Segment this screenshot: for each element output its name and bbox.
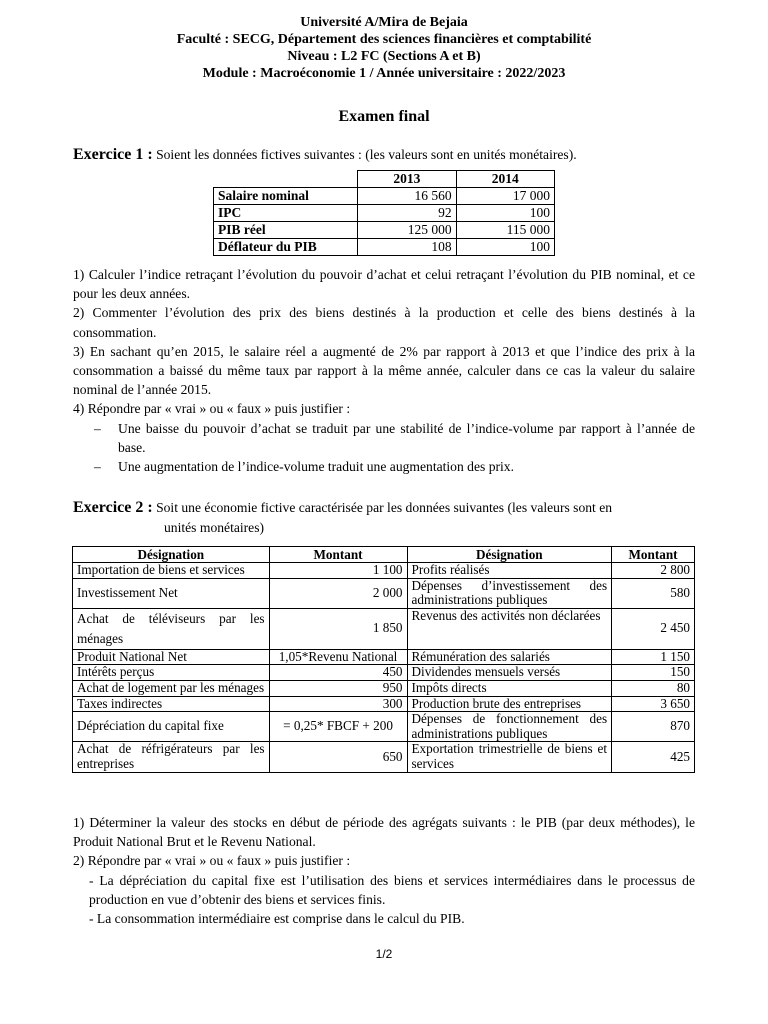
exercise2-intro	[73, 498, 697, 538]
designation-cell: Investissement Net	[73, 578, 270, 608]
faculty-name: Faculté : SECG, Département des sciences financières et comptabilité	[176, 32, 592, 47]
table-row	[73, 563, 695, 579]
amount-cell: 2 450	[612, 608, 695, 649]
designation-cell: Production brute des entreprises	[407, 696, 612, 712]
table-row	[73, 578, 695, 608]
amount-cell: 1 100	[269, 563, 407, 579]
exercise2-question-2a: - La dépréciation du capital fixe est l’utilisation des biens et services intermédiaires dans le processus de production en vue d’obtenir des biens et services finis.	[89, 872, 695, 907]
designation-cell: Impôts directs	[407, 680, 612, 696]
amount-cell: 2 000	[269, 578, 407, 608]
column-header-montant-1: Montant	[269, 547, 407, 563]
amount-cell: 425	[612, 742, 695, 772]
amount-cell: 150	[612, 665, 695, 681]
column-header-2014: 2014	[456, 171, 554, 188]
designation-cell: Achat de réfrigérateurs par les entreprises	[73, 742, 270, 772]
exercise1-intro-text: Soient les données fictives suivantes : (les valeurs sont en unités monétaires).	[156, 147, 577, 162]
cell-2014: 100	[456, 205, 554, 222]
designation-cell: Dépenses de fonctionnement des administrations publiques	[407, 712, 612, 742]
cell-2013: 108	[358, 239, 456, 256]
module-info: Module : Macroéconomie 1 / Année universitaire : 2022/2023	[202, 66, 566, 81]
table-row	[73, 680, 695, 696]
amount-cell: 3 650	[612, 696, 695, 712]
designation-cell: Dépenses d’investissement des administrations publiques	[407, 578, 612, 608]
designation-cell: Intérêts perçus	[73, 665, 270, 681]
designation-cell: Importation de biens et services	[73, 563, 270, 579]
column-header-montant-2: Montant	[612, 547, 695, 563]
column-header-2013: 2013	[358, 171, 456, 188]
exercise2-table	[72, 546, 695, 773]
exercise1-question-4: 4) Répondre par « vrai » ou « faux » puis justifier :	[73, 401, 351, 417]
exercise1-question-4a-text: Une baisse du pouvoir d’achat se traduit par une stabilité de l’indice-volume par rapport à l’année de base.	[118, 420, 695, 455]
exam-title: Examen final	[338, 108, 430, 125]
exercise1-question-4b-text: Une augmentation de l’indice-volume traduit une augmentation des prix.	[118, 459, 514, 475]
exercise1-question-4a	[73, 419, 695, 457]
table-row	[73, 696, 695, 712]
exercise2-questions	[73, 813, 695, 928]
cell-2013: 16 560	[358, 188, 456, 205]
table-row	[73, 742, 695, 772]
table-row	[214, 205, 555, 222]
amount-cell: 1,05*Revenu National	[269, 649, 407, 665]
exercise1-question-1: 1) Calculer l’indice retraçant l’évolution du pouvoir d’achat et celui retraçant l’évolution du PIB nominal, et ce pour les deux années.	[73, 267, 695, 302]
exercise2-question-2b: - La consommation intermédiaire est comprise dans le calcul du PIB.	[89, 911, 465, 927]
cell-2013: 125 000	[358, 222, 456, 239]
row-label: PIB réel	[214, 222, 358, 239]
exercise2-intro-line1: Soit une économie fictive caractérisée par les données suivantes (les valeurs sont en	[156, 500, 613, 515]
exercise1-question-2: 2) Commenter l’évolution des prix des biens destinés à la production et celle des biens destinés à la consommation.	[73, 305, 695, 340]
amount-cell: 950	[269, 680, 407, 696]
exercise1-questions	[73, 265, 695, 476]
cell-2014: 115 000	[456, 222, 554, 239]
table-row	[73, 665, 695, 681]
exercise1-table	[213, 170, 555, 256]
designation-cell: Profits réalisés	[407, 563, 612, 579]
table-row	[214, 239, 555, 256]
cell-2014: 17 000	[456, 188, 554, 205]
exercise2-question-2: 2) Répondre par « vrai » ou « faux » puis justifier :	[73, 853, 351, 869]
amount-cell: 1 850	[269, 608, 407, 649]
cell-2014: 100	[456, 239, 554, 256]
exercise1-label: Exercice 1 :	[73, 146, 153, 163]
designation-cell: Rémunération des salariés	[407, 649, 612, 665]
table-row	[73, 608, 695, 649]
amount-cell: 450	[269, 665, 407, 681]
university-name: Université A/Mira de Bejaia	[300, 15, 468, 30]
designation-cell: Dividendes mensuels versés	[407, 665, 612, 681]
table-row	[73, 712, 695, 742]
designation-cell: Revenus des activités non déclarées	[407, 608, 612, 649]
exercise2-intro-line2: unités monétaires)	[164, 520, 265, 535]
designation-cell: Dépréciation du capital fixe	[73, 712, 270, 742]
row-label: Déflateur du PIB	[214, 239, 358, 256]
row-label: Salaire nominal	[214, 188, 358, 205]
amount-cell: 80	[612, 680, 695, 696]
exercise1-intro	[73, 145, 697, 164]
amount-cell: 300	[269, 696, 407, 712]
table-row	[214, 222, 555, 239]
table-row	[73, 649, 695, 665]
table-header-row	[73, 547, 695, 563]
designation-cell: Achat de téléviseurs par les ménages	[73, 608, 270, 649]
row-label: IPC	[214, 205, 358, 222]
designation-cell: Taxes indirectes	[73, 696, 270, 712]
table-corner	[214, 171, 358, 188]
dash-bullet: –	[94, 459, 101, 475]
designation-cell: Achat de logement par les ménages	[73, 680, 270, 696]
table-header-row	[214, 171, 555, 188]
amount-cell: 2 800	[612, 563, 695, 579]
level-info: Niveau : L2 FC (Sections A et B)	[287, 49, 481, 64]
document-header	[0, 14, 768, 82]
dash-bullet: –	[94, 420, 101, 436]
column-header-designation-2: Désignation	[407, 547, 612, 563]
cell-2013: 92	[358, 205, 456, 222]
table-row	[214, 188, 555, 205]
designation-cell: Exportation trimestrielle de biens et services	[407, 742, 612, 772]
amount-cell: = 0,25* FBCF + 200	[269, 712, 407, 742]
amount-cell: 580	[612, 578, 695, 608]
amount-cell: 870	[612, 712, 695, 742]
column-header-designation-1: Désignation	[73, 547, 270, 563]
exercise1-question-4b	[73, 457, 695, 476]
exercise2-label: Exercice 2 :	[73, 499, 153, 516]
exercise1-question-3: 3) En sachant qu’en 2015, le salaire réel a augmenté de 2% par rapport à 2013 et que l’indice des prix à la consommation a baissé du même taux par rapport à la même année, calculer dans ce cas la valeur du salaire nominal de l’année 2015.	[73, 343, 695, 398]
designation-cell: Produit National Net	[73, 649, 270, 665]
exercise2-question-1: 1) Déterminer la valeur des stocks en début de période des agrégats suivants : le PIB (par deux méthodes), le Produit National Brut et le Revenu National.	[73, 815, 695, 850]
page-number: 1/2	[375, 947, 393, 961]
amount-cell: 650	[269, 742, 407, 772]
amount-cell: 1 150	[612, 649, 695, 665]
